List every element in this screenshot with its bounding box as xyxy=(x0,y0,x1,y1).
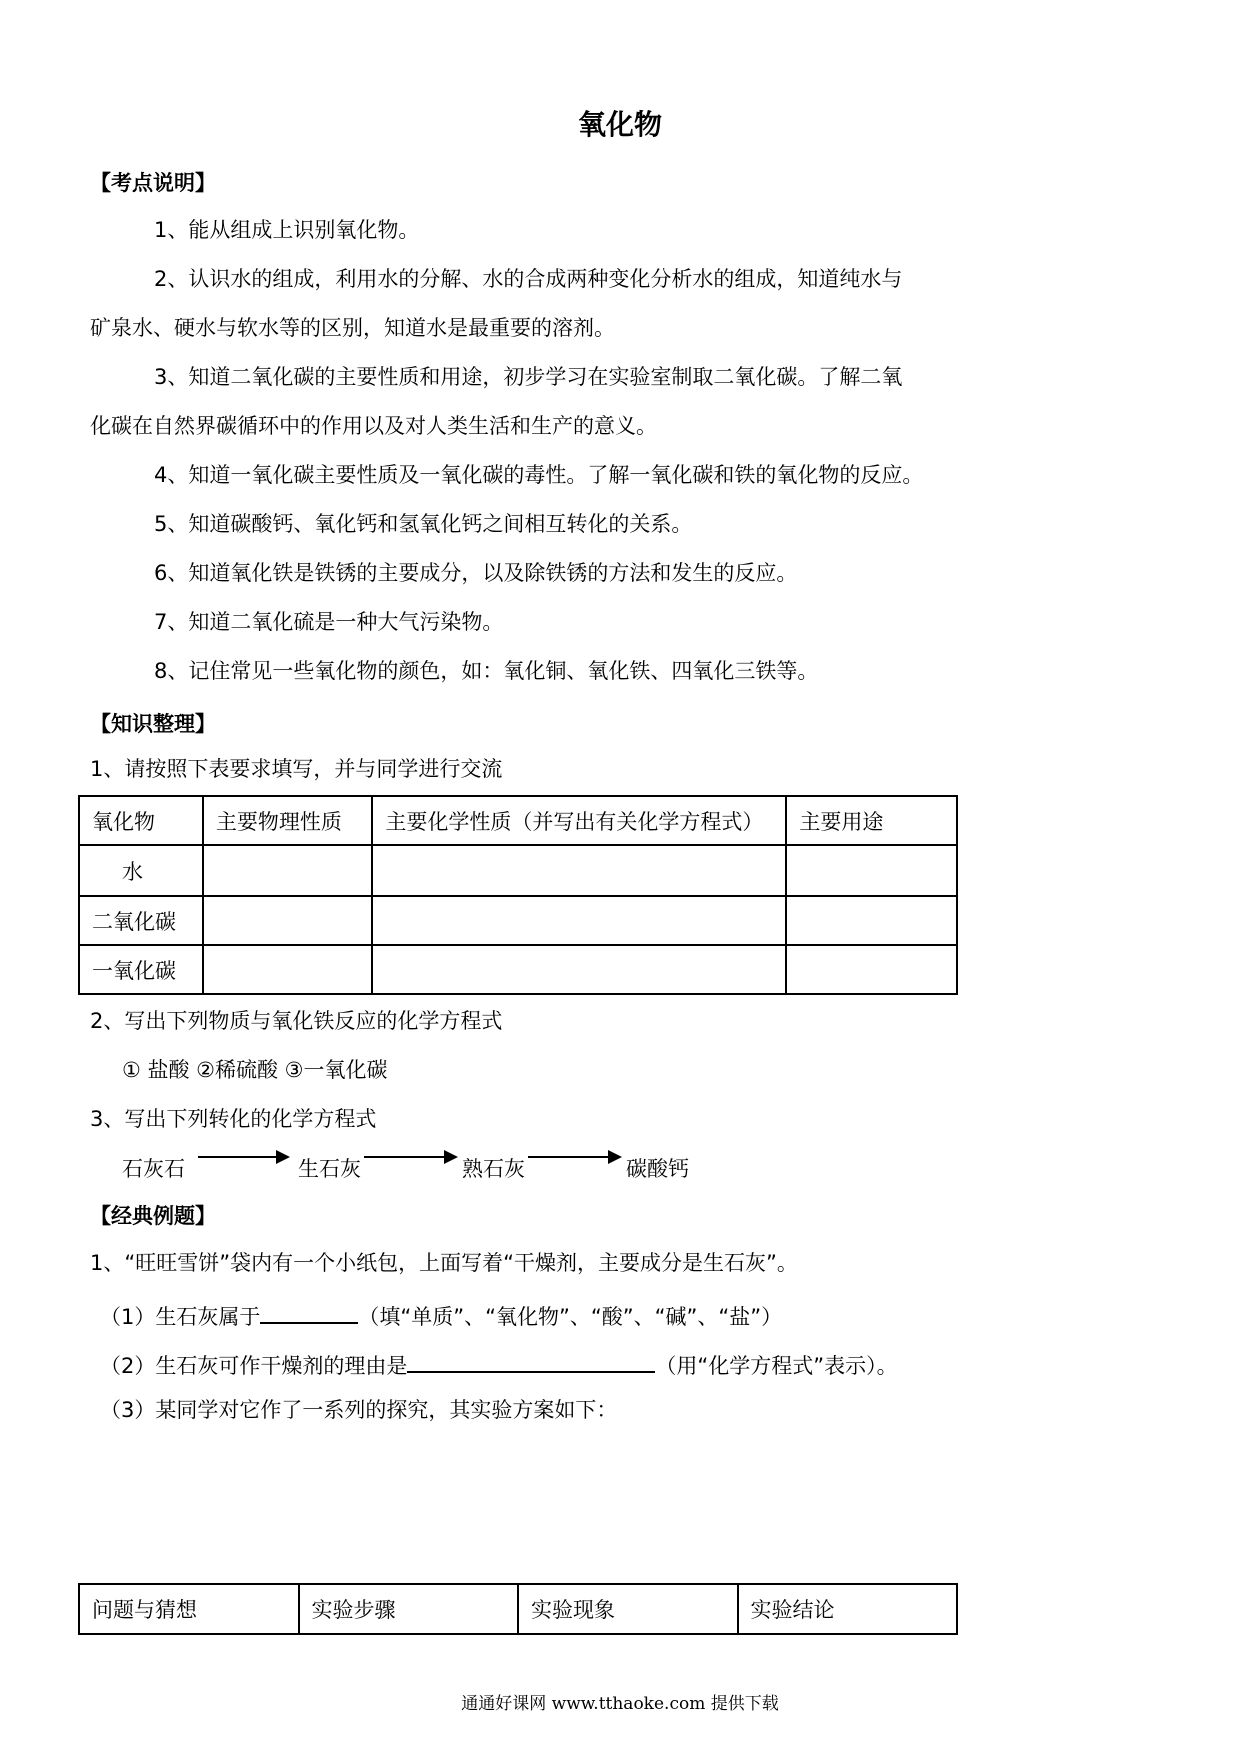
table-blank-cell[interactable] xyxy=(372,896,786,945)
page-footer: 通通好课网 www.tthaoke.com 提供下载 xyxy=(461,1694,779,1714)
chain-step-calcium-carbonate: 碳酸钙 xyxy=(626,1157,689,1181)
subquestion-text: （2）生石灰可作干燥剂的理由是 xyxy=(100,1354,408,1378)
chain-step-slaked-lime: 熟石灰 xyxy=(462,1157,525,1181)
example-subquestion-1 xyxy=(100,1300,782,1329)
answer-blank[interactable] xyxy=(260,1300,358,1324)
table-header-cell: 主要用途 xyxy=(786,796,957,845)
section-examples-heading: 【经典例题】 xyxy=(90,1204,216,1228)
exam-point: 1、能从组成上识别氧化物。 xyxy=(154,218,420,242)
subquestion-text: （用“化学方程式”表示）。 xyxy=(655,1354,898,1378)
exam-point: 7、知道二氧化硫是一种大气污染物。 xyxy=(154,610,504,634)
exam-point: 6、知道氧化铁是铁锈的主要成分，以及除铁锈的方法和发生的反应。 xyxy=(154,561,798,585)
chain-step-quicklime: 生石灰 xyxy=(298,1157,361,1181)
exam-point: 4、知道一氧化碳主要性质及一氧化碳的毒性。了解一氧化碳和铁的氧化物的反应。 xyxy=(154,463,924,487)
table-blank-cell[interactable] xyxy=(786,896,957,945)
chain-step-limestone: 石灰石 xyxy=(122,1157,185,1181)
knowledge-question-2: 2、写出下列物质与氧化铁反应的化学方程式 xyxy=(90,1009,503,1033)
table-header-cell: 问题与猜想 xyxy=(79,1584,299,1634)
table-row-label: 二氧化碳 xyxy=(79,896,203,945)
subquestion-text: （填“单质”、“氧化物”、“酸”、“碱”、“盐”） xyxy=(358,1305,783,1329)
subquestion-text: （1）生石灰属于 xyxy=(100,1305,261,1329)
oxide-properties-table xyxy=(78,795,958,995)
table-header-cell: 氧化物 xyxy=(79,796,203,845)
table-blank-cell[interactable] xyxy=(203,945,373,994)
right-arrow-icon xyxy=(198,1156,288,1158)
section-exam-heading: 【考点说明】 xyxy=(90,171,216,195)
right-arrow-icon xyxy=(364,1156,456,1158)
table-row-label: 水 xyxy=(79,845,203,896)
exam-point: 3、知道二氧化碳的主要性质和用途，初步学习在实验室制取二氧化碳。了解二氧 xyxy=(154,365,903,389)
table-blank-cell[interactable] xyxy=(372,845,786,896)
table-header-cell: 主要化学性质（并写出有关化学方程式） xyxy=(372,796,786,845)
table-header-cell: 主要物理性质 xyxy=(203,796,373,845)
exam-point: 8、记住常见一些氧化物的颜色，如：氧化铜、氧化铁、四氧化三铁等。 xyxy=(154,659,819,683)
section-knowledge-heading: 【知识整理】 xyxy=(90,712,216,736)
table-blank-cell[interactable] xyxy=(786,845,957,896)
table-blank-cell[interactable] xyxy=(786,945,957,994)
table-row-label: 一氧化碳 xyxy=(79,945,203,994)
exam-point-continued: 化碳在自然界碳循环中的作用以及对人类生活和生产的意义。 xyxy=(90,414,657,438)
example-subquestion-3: （3）某同学对它作了一系列的探究，其实验方案如下： xyxy=(100,1398,618,1422)
right-arrow-icon xyxy=(528,1156,620,1158)
answer-blank[interactable] xyxy=(407,1349,655,1373)
exam-point: 5、知道碳酸钙、氧化钙和氢氧化钙之间相互转化的关系。 xyxy=(154,512,693,536)
table-header-cell: 实验结论 xyxy=(738,1584,958,1634)
knowledge-question-3: 3、写出下列转化的化学方程式 xyxy=(90,1107,377,1131)
page-title: 氧化物 xyxy=(577,108,662,141)
example-subquestion-2 xyxy=(100,1349,898,1378)
table-header-cell: 实验步骤 xyxy=(299,1584,519,1634)
example-question-1: 1、“旺旺雪饼”袋内有一个小纸包，上面写着“干燥剂，主要成分是生石灰”。 xyxy=(90,1251,798,1275)
table-blank-cell[interactable] xyxy=(372,945,786,994)
table-header-cell: 实验现象 xyxy=(518,1584,738,1634)
table-blank-cell[interactable] xyxy=(203,845,373,896)
knowledge-question-1: 1、请按照下表要求填写，并与同学进行交流 xyxy=(90,757,503,781)
table-blank-cell[interactable] xyxy=(203,896,373,945)
exam-point: 2、认识水的组成，利用水的分解、水的合成两种变化分析水的组成，知道纯水与 xyxy=(154,267,903,291)
knowledge-question-2-items: ① 盐酸 ②稀硫酸 ③一氧化碳 xyxy=(122,1058,388,1082)
exam-point-continued: 矿泉水、硬水与软水等的区别，知道水是最重要的溶剂。 xyxy=(90,316,615,340)
experiment-plan-table xyxy=(78,1583,958,1635)
